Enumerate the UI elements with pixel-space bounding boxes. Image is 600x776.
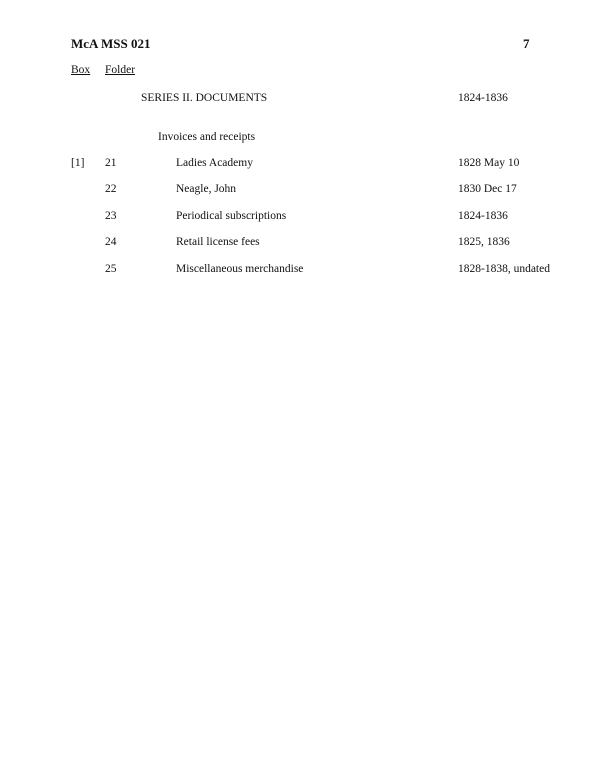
collection-id: McA MSS 021 bbox=[71, 36, 151, 51]
row-date: 1828 May 10 bbox=[458, 157, 520, 169]
row-date: 1825, 1836 bbox=[458, 236, 510, 248]
row-date: 1828-1838, undated bbox=[458, 263, 550, 275]
row-title: Miscellaneous merchandise bbox=[176, 263, 304, 275]
row-box: [1] bbox=[71, 157, 85, 169]
row-folder: 23 bbox=[105, 210, 117, 222]
folder-column-header: Folder bbox=[105, 64, 136, 76]
subseries-title: Invoices and receipts bbox=[158, 131, 256, 143]
row-title: Retail license fees bbox=[176, 236, 260, 248]
row-date: 1830 Dec 17 bbox=[458, 183, 517, 195]
row-folder: 21 bbox=[105, 157, 117, 169]
row-folder: 25 bbox=[105, 263, 117, 275]
row-date: 1824-1836 bbox=[458, 210, 508, 222]
series-title: SERIES II. DOCUMENTS bbox=[141, 92, 268, 104]
series-dates: 1824-1836 bbox=[458, 92, 508, 104]
row-title: Ladies Academy bbox=[176, 157, 253, 169]
page-number: 7 bbox=[523, 36, 530, 51]
row-title: Neagle, John bbox=[176, 183, 237, 195]
row-folder: 22 bbox=[105, 183, 117, 195]
row-folder: 24 bbox=[105, 236, 117, 248]
box-column-header: Box bbox=[71, 64, 91, 76]
row-title: Periodical subscriptions bbox=[176, 210, 287, 222]
